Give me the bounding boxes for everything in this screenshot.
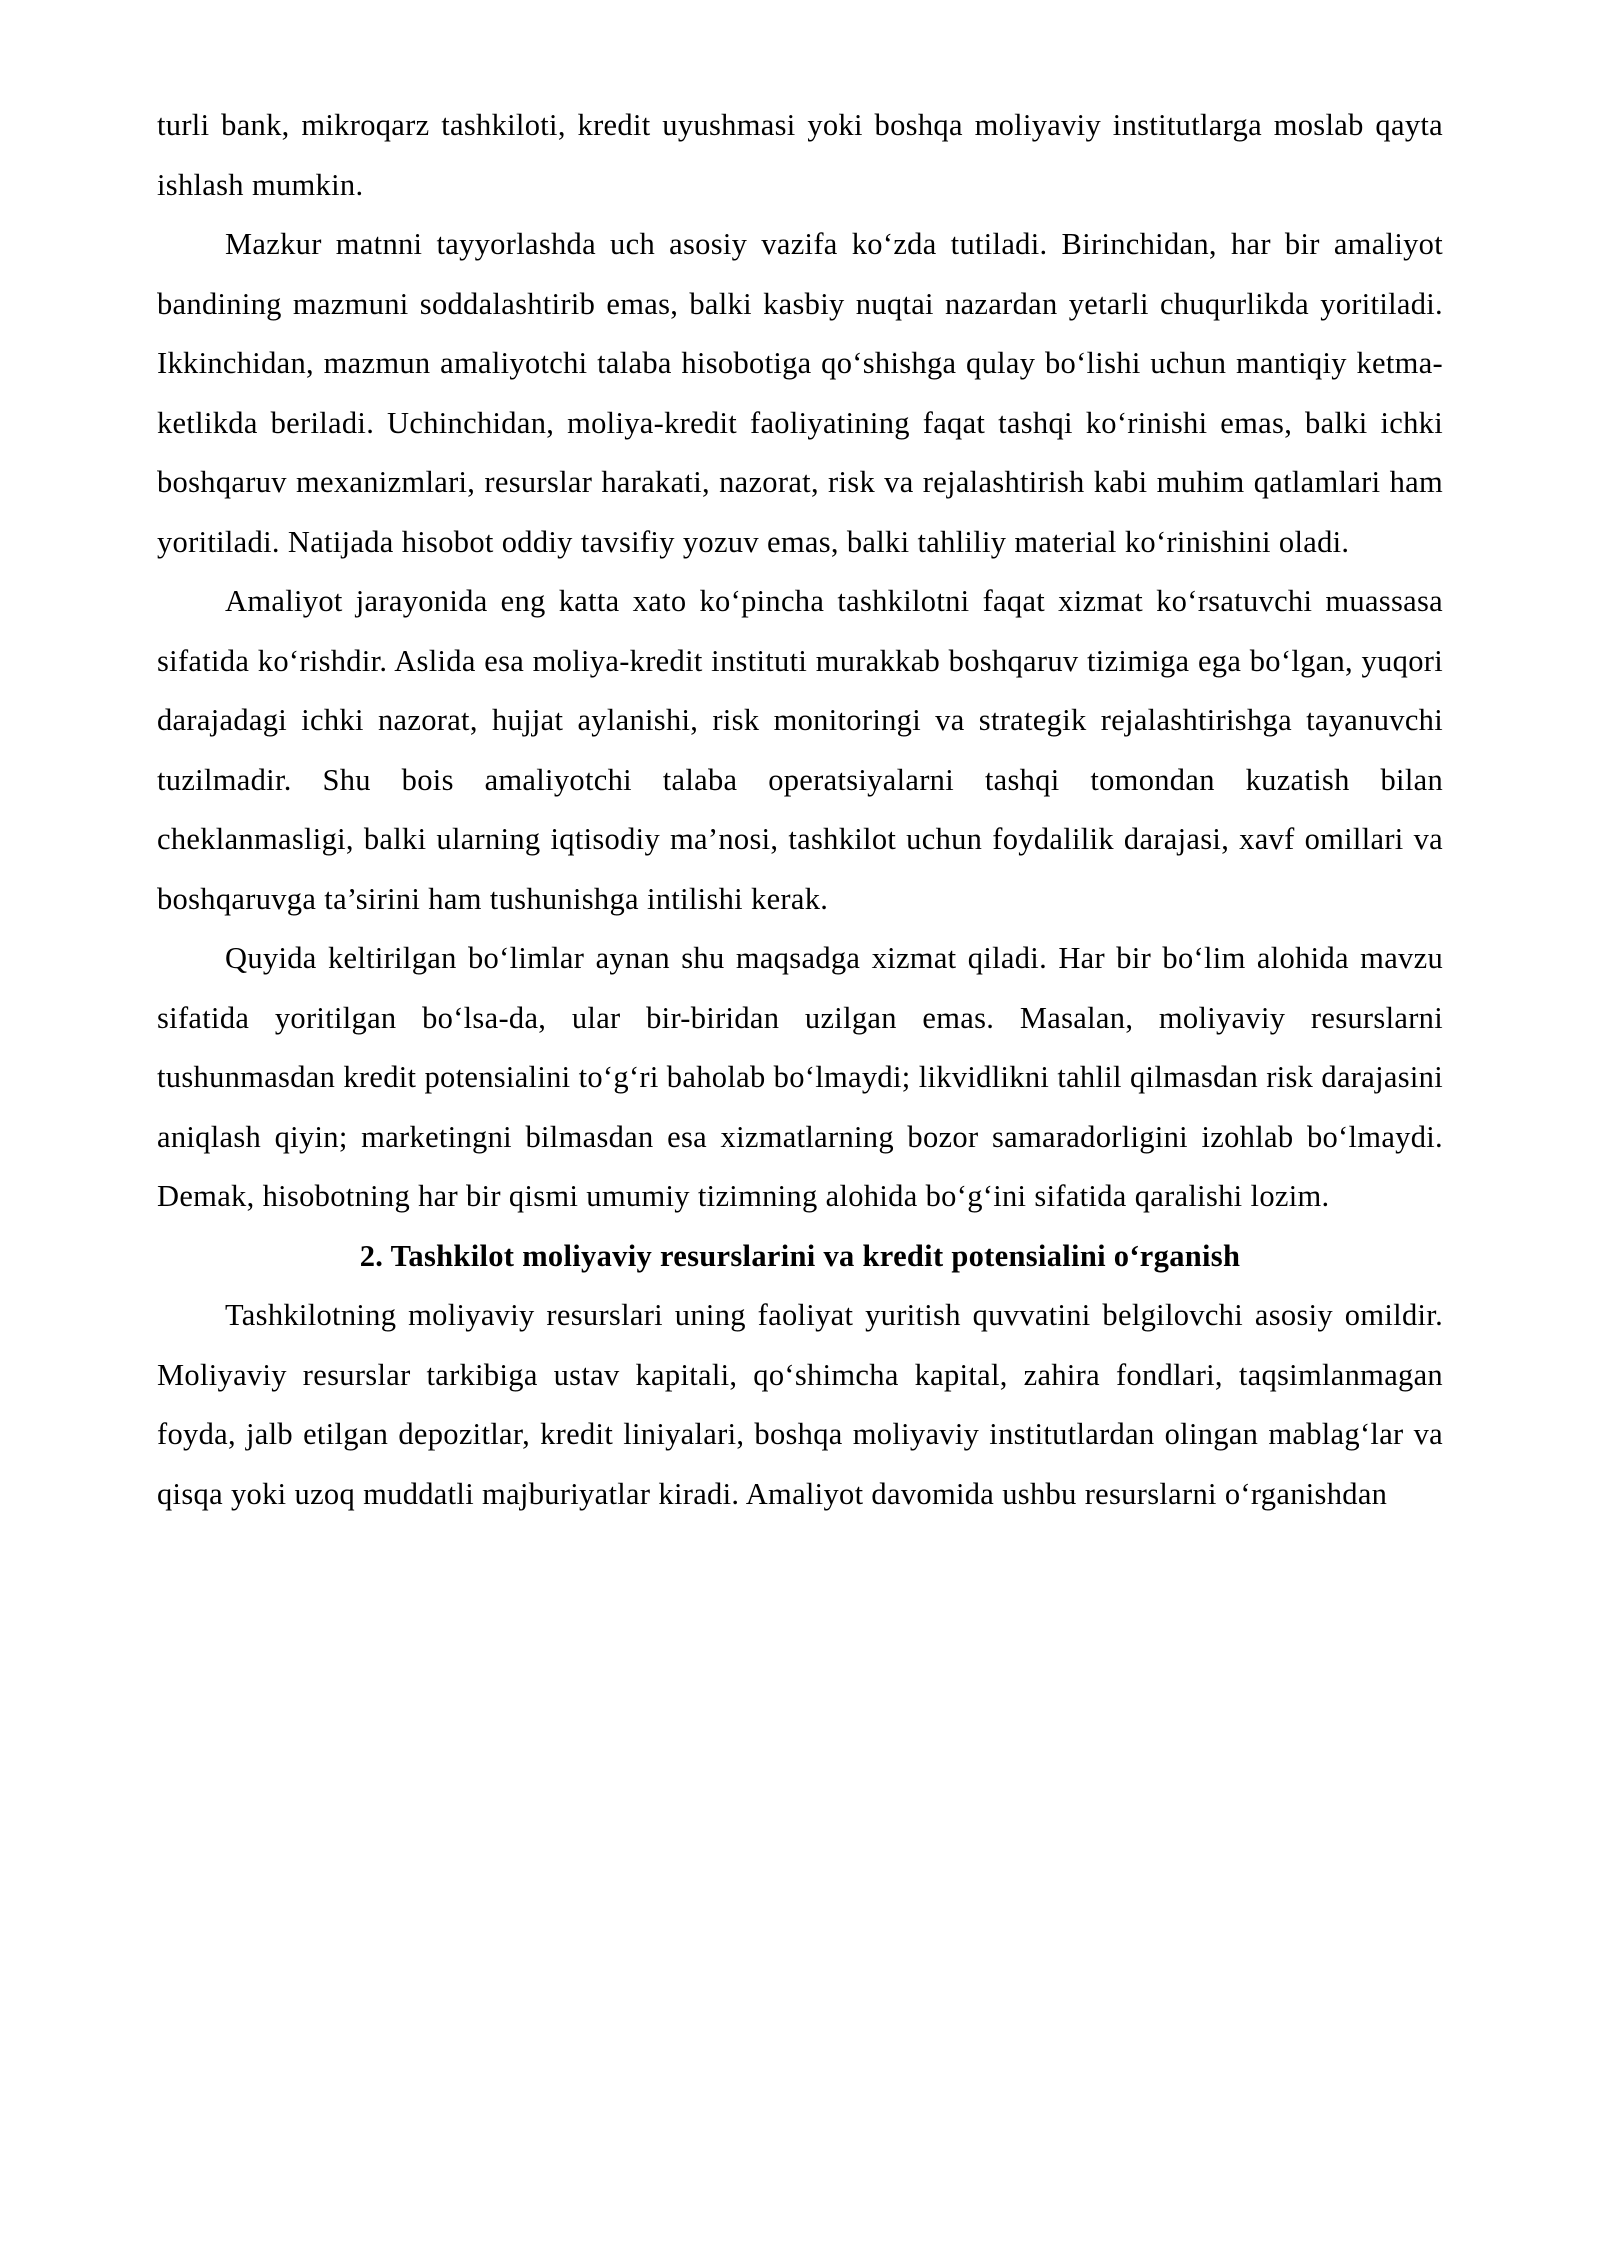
- text-column: [157, 96, 1443, 1524]
- paragraph-sections-purpose: Quyida keltirilgan bo‘limlar aynan shu maqsadga xizmat qiladi. Har bir bo‘lim alohida mavzu sifatida yoritilgan bo‘lsa-da, ular bir-biridan uzilgan emas. Masalan, moliyaviy resurslarni tushunmasdan kredit potensialini to‘g‘ri baholab bo‘lmaydi; likvidlikni tahlil qilmasdan risk darajasini aniqlash qiyin; marketingni bilmasdan esa xizmatlarning bozor samaradorligini izohlab bo‘lmaydi. Demak, hisobotning har bir qismi umumiy tizimning alohida bo‘g‘ini sifatida qaralishi lozim.: [157, 941, 1443, 1213]
- paragraph-objectives: Mazkur matnni tayyorlashda uch asosiy vazifa ko‘zda tutiladi. Birinchidan, har bir amaliyot bandining mazmuni soddalashtirib emas, balki kasbiy nuqtai nazardan yetarli chuqurlikda yoritiladi. Ikkinchidan, mazmun amaliyotchi talaba hisobotiga qo‘shishga qulay bo‘lishi uchun mantiqiy ketma-ketlikda beriladi. Uchinchidan, moliya-kredit faoliyatining faqat tashqi ko‘rinishi emas, balki ichki boshqaruv mexanizmlari, resurslar harakati, nazorat, risk va rejalashtirish kabi muhim qatlamlari ham yoritiladi. Natijada hisobot oddiy tavsifiy yozuv emas, balki tahliliy material ko‘rinishini oladi.: [157, 227, 1443, 559]
- paragraph-continuation: turli bank, mikroqarz tashkiloti, kredit uyushmasi yoki boshqa moliyaviy institutlarga moslab qayta ishlash mumkin.: [157, 108, 1443, 202]
- paragraph-common-mistake: Amaliyot jarayonida eng katta xato ko‘pincha tashkilotni faqat xizmat ko‘rsatuvchi muassasa sifatida ko‘rishdir. Aslida esa moliya-kredit instituti murakkab boshqaruv tizimiga ega bo‘lgan, yuqori darajadagi ichki nazorat, hujjat aylanishi, risk monitoringi va strategik rejalashtirishga tayanuvchi tuzilmadir. Shu bois amaliyotchi talaba operatsiyalarni tashqi tomondan kuzatish bilan cheklanmasligi, balki ularning iqtisodiy ma’nosi, tashkilot uchun foydalilik darajasi, xavf omillari va boshqaruvga ta’sirini ham tushunishga intilishi kerak.: [157, 584, 1443, 916]
- section-heading-2: 2. Tashkilot moliyaviy resurslarini va kredit potensialini o‘rganish: [359, 1238, 1241, 1273]
- paragraph-financial-resources: Tashkilotning moliyaviy resurslari uning faoliyat yuritish quvvatini belgilovchi asosiy omildir. Moliyaviy resurslar tarkibiga ustav kapitali, qo‘shimcha kapital, zahira fondlari, taqsimlanmagan foyda, jalb etilgan depozitlar, kredit liniyalari, boshqa moliyaviy institutlardan olingan mablag‘lar va qisqa yoki uzoq muddatli majburiyatlar kiradi. Amaliyot davomida ushbu resurslarni o‘rganishdan: [157, 1298, 1443, 1511]
